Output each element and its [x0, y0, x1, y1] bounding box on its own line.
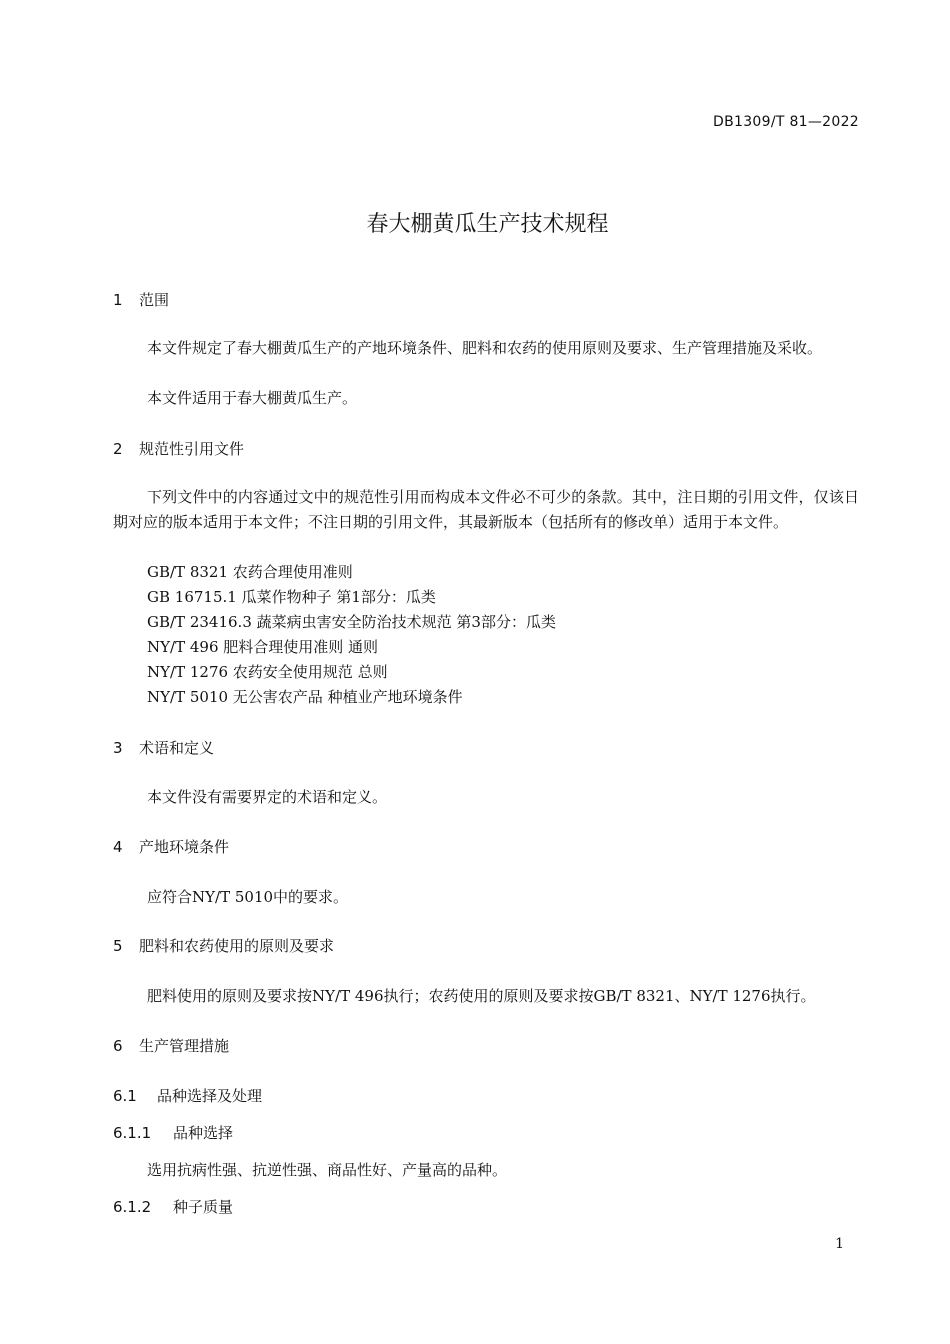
reference-item: GB 16715.1 瓜菜作物种子 第1部分：瓜类 [147, 588, 436, 606]
paragraph: 应符合NY/T 5010中的要求。 [147, 888, 349, 906]
paragraph: 肥料使用的原则及要求按NY/T 496执行；农药使用的原则及要求按GB/T 8321、NY/T 1276执行。 [147, 987, 816, 1005]
subsection-heading-6-1-2 [113, 1196, 233, 1217]
reference-item: GB/T 8321 农药合理使用准则 [147, 563, 353, 581]
reference-item: NY/T 496 肥料合理使用准则 通则 [147, 638, 379, 656]
section-heading-5 [113, 935, 334, 956]
section-title: 肥料和农药使用的原则及要求 [139, 937, 335, 955]
reference-item: NY/T 5010 无公害农产品 种植业产地环境条件 [147, 688, 463, 706]
subsection-heading-6-1 [113, 1085, 262, 1106]
subsection-heading-6-1-1 [113, 1122, 233, 1143]
reference-item: NY/T 1276 农药安全使用规范 总则 [147, 663, 388, 681]
section-title: 规范性引用文件 [139, 440, 245, 458]
section-heading-1 [113, 289, 169, 310]
document-code: DB1309/T 81—2022 [713, 114, 859, 130]
section-number: 3 [113, 739, 123, 757]
section-title: 种子质量 [173, 1198, 234, 1216]
section-title: 生产管理措施 [139, 1037, 230, 1055]
section-number: 1 [113, 291, 123, 309]
section-title: 术语和定义 [139, 739, 215, 757]
section-heading-2 [113, 438, 244, 459]
section-number: 6.1 [113, 1087, 137, 1105]
paragraph: 本文件规定了春大棚黄瓜生产的产地环境条件、肥料和农药的使用原则及要求、生产管理措施及采收。 [147, 339, 823, 357]
section-title: 品种选择及处理 [157, 1087, 263, 1105]
section-title: 范围 [139, 291, 170, 309]
document-title: 春大棚黄瓜生产技术规程 [366, 212, 609, 237]
section-title: 产地环境条件 [139, 838, 230, 856]
section-number: 6.1.2 [113, 1198, 152, 1216]
section-number: 6.1.1 [113, 1124, 152, 1142]
reference-item: GB/T 23416.3 蔬菜病虫害安全防治技术规范 第3部分：瓜类 [147, 613, 556, 631]
page-number: 1 [835, 1236, 844, 1252]
section-title: 品种选择 [173, 1124, 234, 1142]
paragraph: 本文件没有需要界定的术语和定义。 [147, 788, 388, 806]
paragraph: 本文件适用于春大棚黄瓜生产。 [147, 389, 358, 407]
section-heading-3 [113, 737, 214, 758]
section-number: 2 [113, 440, 123, 458]
paragraph: 下列文件中的内容通过文中的规范性引用而构成本文件必不可少的条款。其中，注日期的引用文件，仅该日期对应的版本适用于本文件；不注日期的引用文件，其最新版本（包括所有的修改单）适用于本文件。 [113, 488, 859, 531]
paragraph: 选用抗病性强、抗逆性强、商品性好、产量高的品种。 [147, 1161, 508, 1179]
section-heading-4 [113, 836, 229, 857]
section-number: 5 [113, 937, 123, 955]
section-number: 6 [113, 1037, 123, 1055]
section-heading-6 [113, 1035, 229, 1056]
section-number: 4 [113, 838, 123, 856]
